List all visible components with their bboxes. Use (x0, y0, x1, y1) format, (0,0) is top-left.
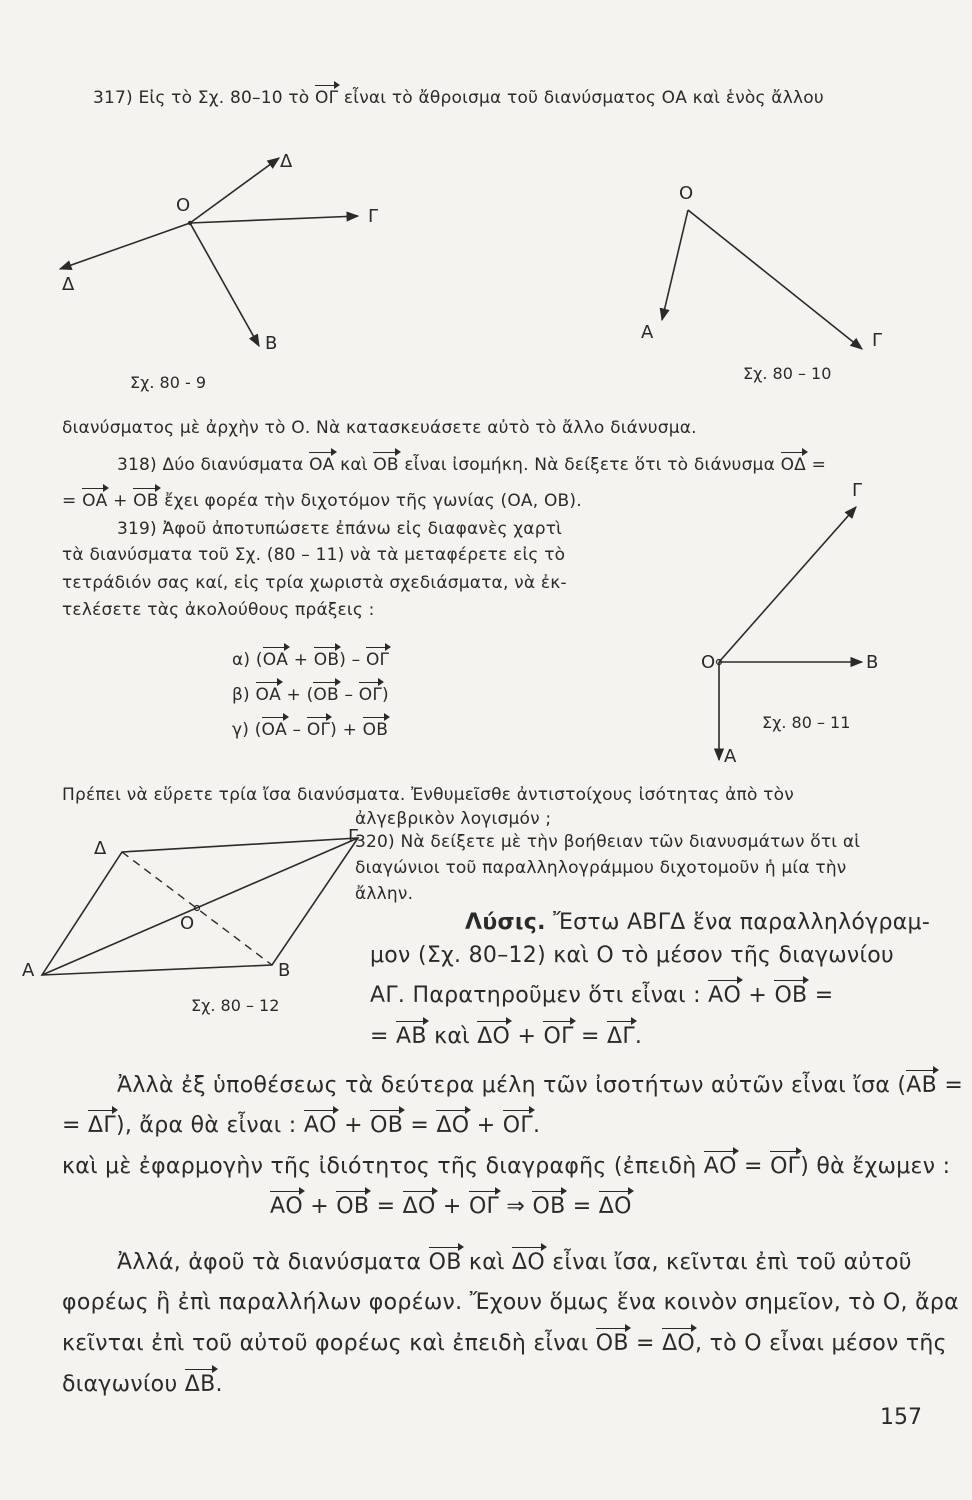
page-number: 157 (880, 1405, 922, 1430)
fig9-label-o: Ο (176, 195, 191, 216)
ex317-line1: 317) Εἰς τὸ Σχ. 80–10 τὸ ΟΓ εἶναι τὸ ἄθροισμα τοῦ διανύσματος ΟΑ καὶ ἑνὸς ἄλλου (93, 88, 824, 108)
ex320-line3: ἄλλην. (355, 884, 414, 904)
fig10-label-a: Α (641, 322, 654, 343)
fig12-diagonal-ag (42, 838, 358, 975)
fig11-label-g: Γ (852, 480, 863, 501)
fig12-label-o: Ο (180, 913, 195, 934)
vector-og: ΟΓ (543, 1024, 574, 1049)
fig12-caption: Σχ. 80 – 12 (191, 996, 280, 1015)
vector-og: ΟΓ (358, 685, 383, 705)
vector-ob: ΟΒ (313, 650, 340, 670)
fig9-label-d-left: Δ (62, 274, 75, 295)
fig11-label-a: Α (724, 746, 737, 767)
ex319-line3: τετράδιόν σας καί, εἰς τρία χωριστὰ σχεδιάσματα, νὰ ἐκ- (62, 573, 567, 593)
vector-ob: ΟΒ (595, 1331, 629, 1356)
vector-ob: ΟΒ (532, 1194, 566, 1219)
ex319-item-b: β) ΟΑ + (ΟΒ – ΟΓ) (232, 685, 389, 705)
fig12-label-d: Δ (94, 838, 107, 859)
ex319-line1: 319) Ἀφοῦ ἀποτυπώσετε ἐπάνω εἰς διαφανὲς χαρτὶ (117, 519, 563, 539)
solution-line3: ΑΓ. Παρατηροῦμεν ὅτι εἶναι : ΑΟ + ΟΒ = (370, 983, 834, 1008)
fig12-label-g: Γ (348, 826, 359, 847)
vector-do: ΔΟ (512, 1250, 546, 1275)
fig9-label-b: Β (265, 333, 278, 354)
ex319-item-a: α) (ΟΑ + ΟΒ) – ΟΓ (232, 650, 390, 670)
solution-line8: ΑΟ + ΟΒ = ΔΟ + ΟΓ ⇒ ΟΒ = ΔΟ (270, 1194, 632, 1219)
vector-oa: ΟΑ (262, 650, 289, 670)
vector-og: ΟΓ (365, 650, 390, 670)
fig10-label-g: Γ (872, 330, 883, 351)
vector-ao: ΑΟ (270, 1194, 303, 1219)
vector-do: ΔΟ (598, 1194, 632, 1219)
vector-ao: ΑΟ (708, 983, 742, 1008)
solution-line7: καὶ μὲ ἐφαρμογὴν τῆς ἰδιότητος τῆς διαγραφῆς (ἐπειδὴ ΑΟ = ΟΓ) θὰ ἔχωμεν : (62, 1154, 951, 1179)
vector-do: ΔΟ (436, 1113, 470, 1138)
vector-dg: ΔΓ (607, 1024, 635, 1049)
ex320-line2: διαγώνιοι τοῦ παραλληλογράμμου διχοτομοῦν ἡ μία τὴν (355, 858, 847, 878)
vector-og: ΟΓ (468, 1194, 500, 1219)
ex319-line2: τὰ διανύσματα τοῦ Σχ. (80 – 11) νὰ τὰ μεταφέρετε εἰς τὸ (62, 545, 566, 565)
fig11-label-o: Ο (701, 652, 716, 673)
vector-ob: ΟΒ (133, 491, 159, 511)
fig9-label-d-top: Δ (280, 151, 293, 172)
fig11-caption: Σχ. 80 – 11 (762, 713, 851, 732)
vector-ob: ΟΒ (362, 720, 389, 740)
vector-ob: ΟΒ (336, 1194, 370, 1219)
vector-ob: ΟΒ (373, 455, 399, 475)
vector-od: ΟΔ (780, 455, 806, 475)
vector-do: ΔΟ (402, 1194, 436, 1219)
ex318-line1: 318) Δύο διανύσματα ΟΑ καὶ ΟΒ εἶναι ἰσομήκη. Νὰ δείξετε ὅτι τὸ διάνυσμα ΟΔ = (117, 455, 827, 475)
vector-oa: ΟΑ (261, 720, 287, 740)
fig9-caption: Σχ. 80 - 9 (130, 373, 207, 392)
solution-line9: Ἀλλά, ἀφοῦ τὰ διανύσματα ΟΒ καὶ ΔΟ εἶναι ἴσα, κεῖνται ἐπὶ τοῦ αὐτοῦ (117, 1250, 912, 1275)
vector-do: ΔΟ (662, 1331, 696, 1356)
vector-ao: ΑΟ (303, 1113, 337, 1138)
solution-title: Λύσις. (465, 910, 546, 935)
ex319-after-line1: Πρέπει νὰ εὕρετε τρία ἴσα διανύσματα. Ἐνθυμεῖσθε ἀντιστοίχους ἰσότητας ἀπὸ τὸν (62, 785, 794, 805)
solution-line10: φορέως ἢ ἐπὶ παραλλήλων φορέων. Ἔχουν ὅμως ἕνα κοινὸν σημεῖον, τὸ Ο, ἄρα (62, 1290, 959, 1315)
vector-oa: ΟΑ (309, 455, 335, 475)
vector-dg: ΔΓ (88, 1113, 116, 1138)
vector-og: ΟΓ (502, 1113, 533, 1138)
ex319-after-line2: ἀλγεβρικὸν λογισμόν ; (355, 809, 552, 829)
vector-og: ΟΓ (314, 88, 339, 108)
vector-og: ΟΓ (306, 720, 331, 740)
ex320-line1: 320) Νὰ δείξετε μὲ τὴν βοήθειαν τῶν διανυσμάτων ὅτι αἱ (355, 832, 861, 852)
ex317-line2: διανύσματος μὲ ἀρχὴν τὸ Ο. Νὰ κατασκευάσετε αὐτὸ τὸ ἄλλο διάνυσμα. (62, 418, 697, 438)
ex319-item-c: γ) (ΟΑ – ΟΓ) + ΟΒ (232, 720, 389, 740)
fig12-label-b: Β (278, 960, 291, 981)
vector-ab: ΑΒ (906, 1073, 938, 1098)
fig10-label-o: Ο (679, 183, 694, 204)
vector-do: ΔΟ (477, 1024, 511, 1049)
fig9-label-g: Γ (368, 206, 379, 227)
vector-og: ΟΓ (770, 1154, 801, 1179)
ex319-line4: τελέσετε τὰς ἀκολούθους πράξεις : (62, 600, 375, 620)
solution-line11: κεῖνται ἐπὶ τοῦ αὐτοῦ φορέως καὶ ἐπειδὴ εἶναι ΟΒ = ΔΟ, τὸ Ο εἶναι μέσον τῆς (62, 1331, 947, 1356)
fig11-label-b: Β (866, 652, 879, 673)
vector-oa: ΟΑ (255, 685, 281, 705)
ex318-line2: = ΟΑ + ΟΒ ἔχει φορέα τὴν διχοτόμον τῆς γωνίας (ΟΑ, ΟΒ). (62, 491, 582, 511)
solution-line2: μον (Σχ. 80–12) καὶ Ο τὸ μέσον τῆς διαγωνίου (370, 943, 895, 968)
vector-ob: ΟΒ (428, 1250, 462, 1275)
vector-ao: ΑΟ (703, 1154, 737, 1179)
solution-line5: Ἀλλὰ ἐξ ὑποθέσεως τὰ δεύτερα μέλη τῶν ἰσοτήτων αὐτῶν εἶναι ἴσα (ΑΒ = (117, 1073, 964, 1098)
solution-line4: = ΑΒ καὶ ΔΟ + ΟΓ = ΔΓ. (370, 1024, 643, 1049)
vector-ob: ΟΒ (313, 685, 339, 705)
vector-db: ΔΒ (184, 1372, 216, 1397)
solution-line6: = ΔΓ), ἄρα θὰ εἶναι : ΑΟ + ΟΒ = ΔΟ + ΟΓ. (62, 1113, 541, 1138)
vector-ob: ΟΒ (774, 983, 808, 1008)
vector-oa: ΟΑ (82, 491, 108, 511)
solution-line1: Λύσις. Ἔστω ΑΒΓΔ ἕνα παραλληλόγραμ- (465, 910, 931, 935)
fig12-label-a: Α (22, 960, 35, 981)
solution-line12: διαγωνίου ΔΒ. (62, 1372, 223, 1397)
vector-ob: ΟΒ (370, 1113, 404, 1138)
vector-ab: ΑΒ (396, 1024, 427, 1049)
fig10-caption: Σχ. 80 – 10 (743, 364, 832, 383)
